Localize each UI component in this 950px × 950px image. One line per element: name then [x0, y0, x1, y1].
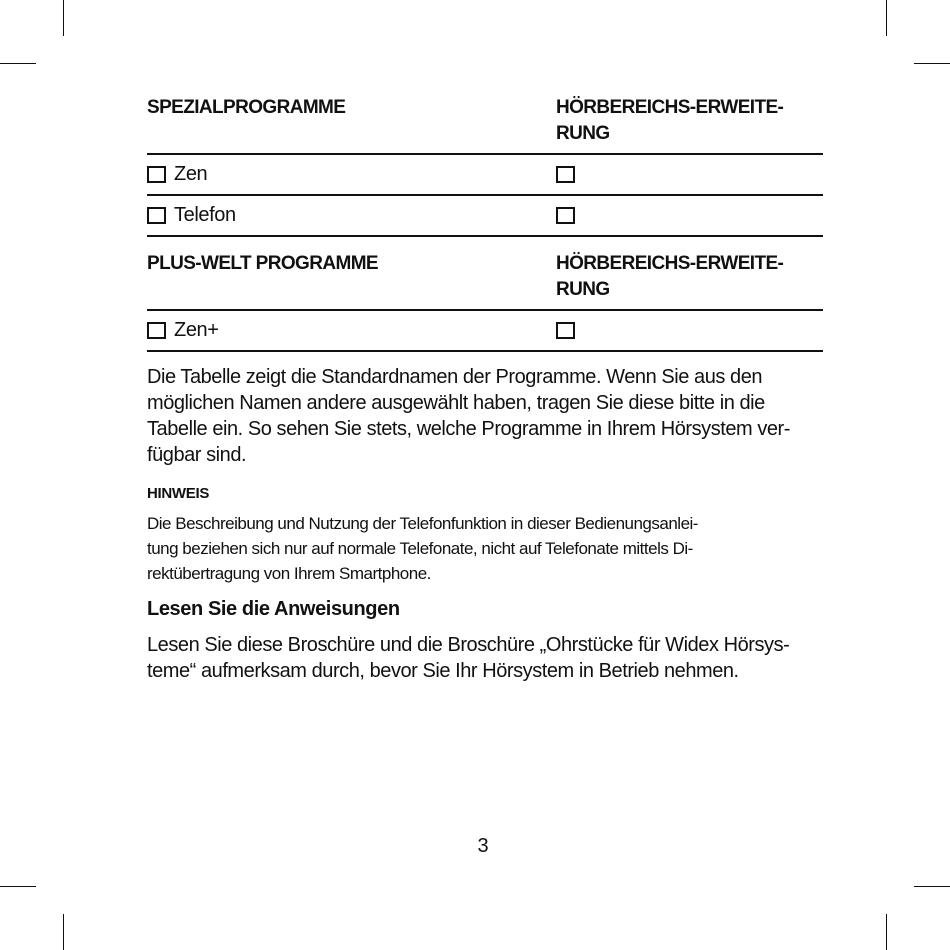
crop-mark	[0, 886, 36, 887]
table-header-row	[147, 93, 823, 155]
section-heading: Lesen Sie die Anweisungen	[147, 598, 400, 620]
page-number: 3	[477, 835, 489, 857]
checkbox-icon[interactable]	[556, 207, 575, 224]
intro-paragraph: Die Tabelle zeigt die Standardnamen der Programme. Wenn Sie aus den möglichen Namen andere ausgewählt haben, tragen Sie diese bitte in die Tabelle ein. So sehen Sie stets, welche Programme in Ihrem Hörsystem ver- fügbar sind.	[147, 366, 790, 466]
instructions-paragraph: Lesen Sie diese Broschüre und die Broschüre „Ohrstücke für Widex Hörsys- teme“ aufmerksam durch, bevor Sie Ihr Hörsystem in Betrieb nehmen.	[147, 634, 790, 682]
crop-mark	[886, 0, 887, 36]
note-heading: HINWEIS	[147, 485, 210, 502]
table-header-row	[147, 237, 823, 311]
crop-mark	[63, 914, 64, 950]
table-row	[147, 196, 823, 237]
checkbox-icon[interactable]	[556, 166, 575, 183]
column-heading-range-extension: HÖRBEREICHS-ERWEITE- RUNG	[556, 97, 784, 144]
crop-mark	[63, 0, 64, 36]
column-heading-programs: SPEZIALPROGRAMME	[147, 97, 346, 118]
crop-mark	[914, 63, 950, 64]
program-label: Zen+	[174, 319, 219, 341]
note-text: Die Beschreibung und Nutzung der Telefonfunktion in dieser Bedienungsanlei- tung beziehen sich nur auf normale Telefonate, nicht auf Telefonate mittels Di- rektübertragung von Ihrem Smartphone.	[147, 514, 698, 583]
crop-mark	[0, 63, 36, 64]
column-heading-plus-programs: PLUS-WELT PROGRAMME	[147, 253, 379, 274]
checkbox-icon[interactable]	[147, 322, 166, 339]
page-content	[147, 93, 823, 684]
column-heading-range-extension: HÖRBEREICHS-ERWEITE- RUNG	[556, 253, 784, 300]
program-label: Telefon	[174, 204, 236, 226]
checkbox-icon[interactable]	[147, 166, 166, 183]
program-table	[147, 93, 823, 352]
program-label: Zen	[174, 163, 208, 185]
checkbox-icon[interactable]	[147, 207, 166, 224]
crop-mark	[886, 914, 887, 950]
checkbox-icon[interactable]	[556, 322, 575, 339]
table-row	[147, 155, 823, 196]
table-row	[147, 311, 823, 352]
crop-mark	[914, 886, 950, 887]
